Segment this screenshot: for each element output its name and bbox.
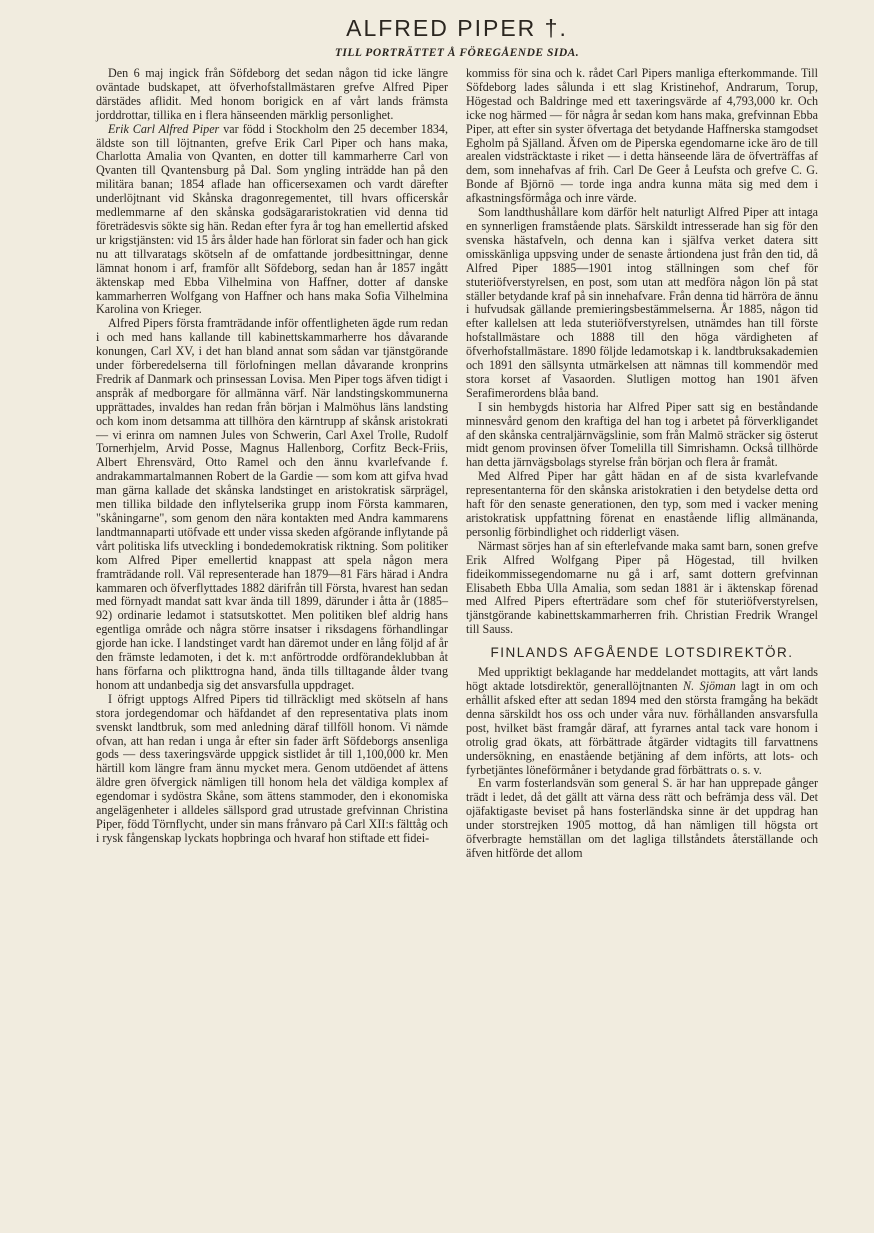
- article-title: ALFRED PIPER †.: [346, 15, 568, 41]
- paragraph: Som landthushållare kom därför helt naturligt Alfred Piper att intaga en synnerligen framstående plats. Särskildt intresserade han sig för den svenska hästafveln, och denna kan i själfva verket datera sitt omisskänliga uppsving under de senaste årtiondena just från den tid, då Alfred Piper 1885—1901 intog ställningen som chef för stuteriöfverstyrelsen, en post, som utan att medföra någon lön på stat ställer betydande kraf på sin innehafvare. Från denna tid härröra de ännu i hufvudsak gällande premieringsbestämmelserna. År 1885, någon tid efter kallelsen att leda stuteriöfverstyrelsen, utnämdes han till förste hofstallmästare och 1888 till den höga värdigheten af öfverhofstallmästare. 1890 följde ledamotskap i k. landtbruksakademien och 1891 den sällsynta utmärkelsen att nämnas till kommendör med stora korset af Vasaorden. Slutligen mottog han 1901 äfven Serafimerordens blåa band.: [466, 205, 818, 400]
- paragraph-text: lagt in om och erhållit afsked efter att sedan 1894 med den största framgång ha bekädt denna särskildt hos oss och under våra nuv. förhållanden ansvarsfulla post, hvilket bäst framgår däraf, att fyrarnes antal tack vare honom i otrolig grad ökats, att förbättrade åtgärder vidtagits till farvattnens undersökning, en enastående betjäning af dem införts, att lots- och fyrbetjäntes löneförmåner i betydande grad förbättrats o. s. v.: [466, 679, 818, 777]
- left-column: [96, 67, 448, 861]
- person-name: Erik Carl Alfred Piper: [108, 121, 220, 136]
- paragraph: Med Alfred Piper har gått hädan en af de sista kvarlefvande representanterna för den skånska aristokratien i den betydelse detta ord haft för den senaste generationen, den typ, som med i vacker mening aristokratisk uppfattning förenat en enastående liflig allmänanda, personlig förbindlighet och ridderligt väsen.: [466, 469, 818, 539]
- section-heading: FINLANDS AFGÅENDE LOTSDIREKTÖR.: [490, 645, 794, 661]
- paragraph: Närmast sörjes han af sin efterlefvande maka samt barn, sonen grefve Erik Alfred Wolfgang Piper på Högestad, till hvilken fideikommissegendomarne nu gå i arf, samt dottern grefvinnan Elisabeth Ebba Ulla Amalia, som sedan 1881 är i äktenskap förenad med Alfred Pipers efterträdare som chef för stuteriöfverstyrelsen, tjänstgörande kabinettskammarherren frih. Christian Fredrik Wrangel till Sauss.: [466, 538, 818, 637]
- paragraph-text: Med uppriktigt beklagande har meddelandet mottagits, att vårt lands högt aktade lotsdirektör, generallöjtnanten: [466, 665, 818, 694]
- paragraph: En varm fosterlandsvän som general S. är har han upprepade gånger trädt i ledet, då det gällt att värna dess rätt och befrämja dess väl. Det ojäfaktigaste beviset på hans fosterländska sinne är det uppdrag han under storstrejken 1905 mottog, då han nämligen till högsta ort öfverbragte hemställan om det lagliga tillståndets återställande och äfven hitförde det allom: [466, 776, 818, 860]
- paragraph: Den 6 maj ingick från Söfdeborg det sedan någon tid icke längre oväntade budskapet, att öfverhofstallmästaren grefve Alfred Piper därstädes aflidit. Med honom borigick en af vårt lands främsta jorddrottar, tillika en i flera hänseenden märklig personlighet.: [96, 66, 448, 122]
- right-column: [466, 67, 818, 861]
- paragraph: [96, 123, 448, 318]
- article-subtitle: TILL PORTRÄTTET Å FÖREGÅENDE SIDA.: [334, 47, 580, 59]
- paragraph: I öfrigt upptogs Alfred Pipers tid tillräckligt med skötseln af hans stora jordegendomar och häfdandet af den representativa plats inom svenskt landtbruk, som med anledning däraf tillföll honom. Vi nämde ofvan, att han redan i unga år efter sin fader ärft Söfdeborgs ansenliga gods — dess taxeringsvärde uppgick sistlidet år till 1,100,000 kr. Men härtill kom längre fram ännu mycket mera. Genom utdöendet af ättens äldre gren öfvergick nämligen till honom hela det väldiga komplex af egendomar i sydöstra Skåne, som ättens stammoder, den i ekonomiska angelägenheter i alldeles sällspord grad utrustade grefvinnan Christina Piper, född Törnflycht, under sin mans frånvaro på Carl XII:s fälttåg och i rysk fångenskap lyckats hopbringa och hvaraf hon stiftade ett fidei-: [96, 691, 448, 845]
- paragraph: [466, 666, 818, 777]
- paragraph: Alfred Pipers första framträdande inför offentligheten ägde rum redan i och med hans kallande till kabinettskammarherre hos dåvarande konungen, Carl XV, i det han bland annat som sådan var tjänstgörande under förberedelserna till förlofningen mellan dåvarande kronprins Fredrik af Danmark och prinsessan Lovisa. Men Piper togs äfven tidigt i anspråk af medborgare för allmänna värf. När landstingskommunerna upprättades, invaldes han redan från början i Malmöhus läns landsting och kom inom detsamma att tillhöra den kärntrupp af skånsk aristokrati — vi erinra om namnen Jules von Schwerin, Carl Axel Trolle, Rudolf Tornerhjelm, Arvid Posse, Magnus Hallenborg, Corfitz Beck-Friis, Albert Ehrensvärd, Otto Ramel och den ännu kvarlefvande f. andrakammartalmannen Robert de la Gardie — som kom att gifva hvad man gärna kallade det skånska landstinget en aristokratisk särprägel, men tillika bildade den inflytelserika grupp inom Första kammaren, "skåningarne", som genom den nära kontakten med Andra kammarens landtmannaparti utöfvade ett under vissa skeden afgörande inflytande på vårt politiska lifs utveckling i bondedemokratisk riktning. Som politiker kom Alfred Piper emellertid knappast att spela någon mera framträdande roll. Väl representerade han 1879—81 Färs härad i Andra kammaren och öfverflyttades 1882 därifrån till Första, hvarest han sedan med förnyadt mandat satt kvar ända till 1899, därunder i åtta år (1885–92) ordinarie ledamot i statsutskottet. Men politiken blef aldrig hans egentliga område och några större insatser i riksdagens förhandlingar gjorde han icke. I landstinget vardt han däremot under en lång följd af år den främste ledamoten, i det k. m:t anförtrodde ordförandeklubban åt hans förfarna och plikttrogna hand, ända tills tilltagande ålder tvang honom att undanbedja sig det ansvarsfulla uppdraget.: [96, 316, 448, 692]
- paragraph: kommiss för sina och k. rådet Carl Pipers manliga efterkommande. Till Söfdeborg lades sålunda i ett slag Kristinehof, Andrarum, Torup, Högestad och Baldringe med ett taxeringsvärde af 4,793,000 kr. Och icke nog härmed — för några år sedan kom hans maka, grefvinnan Ebba Piper, att efter sin syster öfvertaga det betydande Haffnerska stamgodset Egholm på Själland. Äfven om de Piperska egendomarne icke äro de till arealen vidsträcktaste i riket — i detta hänseende lära de öfverträffas af dem, som innehafvas af frih. Carl De Geer å Leufsta och grefve C. G. Bonde af Björnö — torde inga andra kunna mäta sig med dem i afkastningsförmåga och inre värde.: [466, 66, 818, 206]
- text-columns: [96, 67, 818, 861]
- person-name: N. Sjöman: [683, 679, 736, 694]
- paragraph: I sin hembygds historia har Alfred Piper satt sig en beståndande minnesvård genom den kraftiga del han tog i arbetet på förverkligandet af den skånska centraljärnvägslinie, som från Malmö sträcker sig österut midt genom provinsen öfver Tomelilla till Simrishamn. Också tillhörde han detta järnvägsbolags styrelse från början och flera år framåt.: [466, 399, 818, 470]
- paragraph-text: var född i Stockholm den 25 december 1834, äldste son till löjtnanten, grefve Erik Carl Piper och hans maka, Charlotta Amalia von Qvanten, en dotter till kammarherre Carl von Qvanten till Qvantensburg på Dal. Som yngling inträdde han på den militära banan; 1854 aflade han officersexamen och vardt därefter underlöjtnant vid Skånska dragonregementet, till hvars officerskår medlemmarne af den skånska godsägararistokratien vid denna tid företrädesvis sökte sig hän. Redan efter fyra år tog han emellertid afsked ur krigstjänsten: vid 15 års ålder hade han förlorat sin fader och han gick nu att tillvaratags skötseln af de omfattande jordbesittningar, denne lämnat honom i arf, framför allt Söfdeborg, sedan han år 1857 ingått äktenskap med Ebba Vilhelmina von Haffner, dotter af danske kammarherren Wolfgang von Haffner och hans maka Sofia Vilhelmina Karolina von Krieger.: [96, 121, 448, 317]
